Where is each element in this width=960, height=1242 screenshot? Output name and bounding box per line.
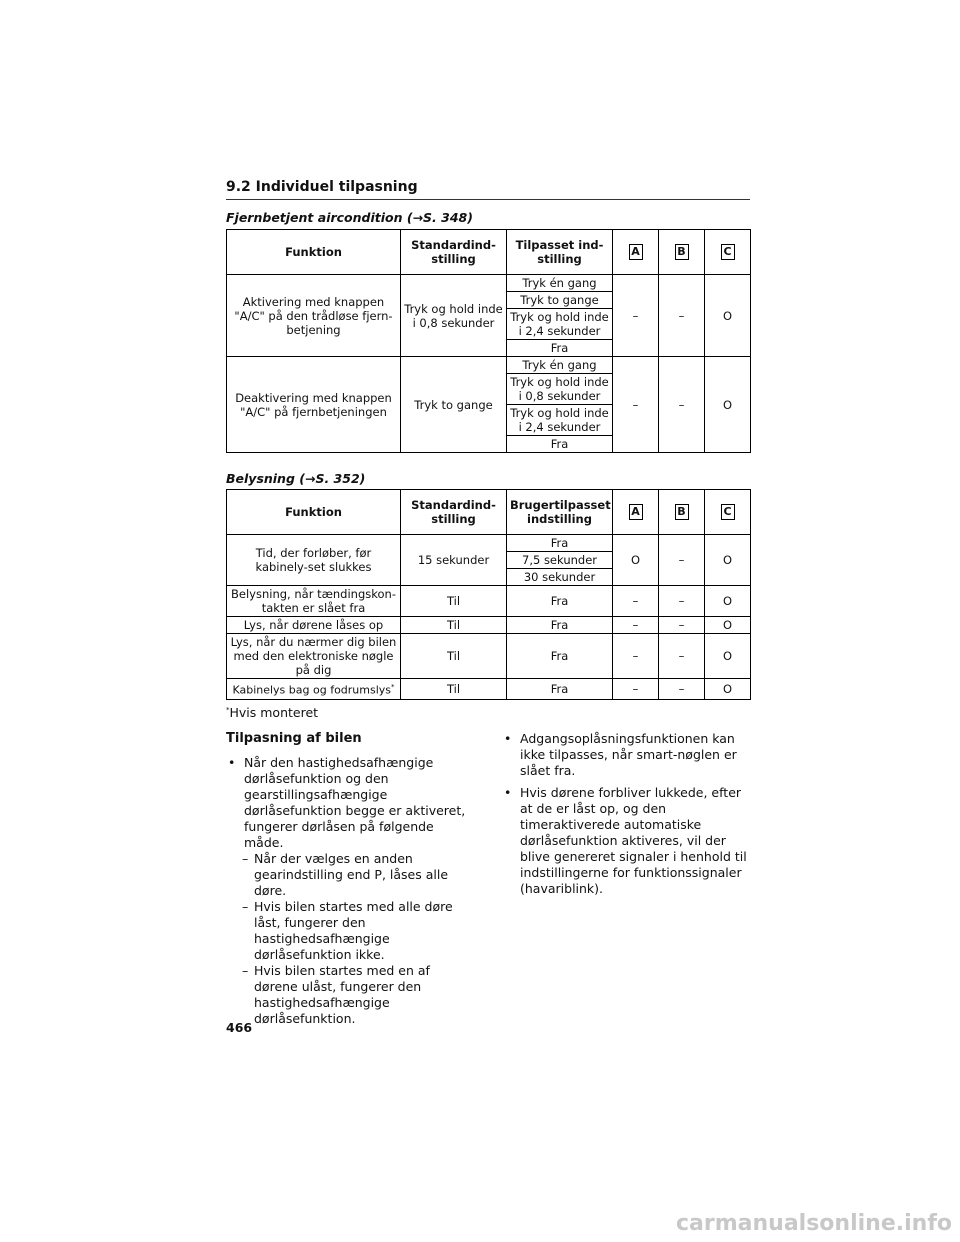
table-cell-b: – [659,586,705,617]
header-tilpasset: Tilpasset ind- stilling [507,230,613,275]
table-cell-option: Fra [507,436,613,453]
table-cell-b: – [659,617,705,634]
table-cell-funktion: Lys, når du nærmer dig bilen med den elektroniske nøgle på dig [227,634,401,679]
table2-title: Belysning (→S. 352) [226,471,366,486]
header-tilpasset: Brugertilpasset indstilling [507,490,613,535]
left-bullet: • Når den hastighedsafhængige dørlåsefunktion og den gearstillingsafhængige dørlåsefunktion begge er aktiveret, fungerer dørlåsen på følgende måde. [226,755,472,851]
right-bullet: • Hvis dørene forbliver lukkede, efter at de er låst op, og den timeraktiverede automatiske dørlåsefunktion aktiveres, vil der blive genereret signaler i henhold til indstillingerne for funktionssignaler (havariblink). [502,785,750,897]
watermark: carmanualsonline.info [676,1211,952,1236]
footnote-text: Hvis monteret [229,705,319,720]
table-cell-option: 7,5 sekunder [507,552,613,569]
dash-item: – Hvis bilen startes med en af dørene ulåst, fungerer den hastighedsafhængige dørlåsefunktion. [226,963,472,1027]
table-cell-option: Tryk og hold inde i 2,4 sekunder [507,309,613,340]
table-cell-standard: Tryk to gange [401,357,507,453]
table-cell-a: – [613,679,659,700]
table-cell-a: – [613,357,659,453]
table-cell-a: – [613,634,659,679]
table-cell-funktion [227,679,401,700]
table-cell-standard: Til [401,634,507,679]
table-cell-option: Tryk to gange [507,292,613,309]
table-cell-option: Fra [507,586,613,617]
letter-c-icon: C [721,244,735,260]
table-cell-c: O [705,679,751,700]
letter-a-icon: A [629,244,643,260]
table-cell-option: Fra [507,340,613,357]
table-cell-standard: Til [401,679,507,700]
table-remote-ac [226,229,751,453]
table-cell-standard: 15 sekunder [401,535,507,586]
dash-item: – Hvis bilen startes med alle døre låst, fungerer den hastighedsafhængige dørlåsefunktion ikke. [226,899,472,963]
table-cell-b: – [659,535,705,586]
table-cell-c: O [705,275,751,357]
header-standard: Standardind- stilling [401,490,507,535]
table-cell-b: – [659,634,705,679]
table-cell-b: – [659,679,705,700]
footnote [226,705,318,720]
table-cell-b: – [659,357,705,453]
table-cell-funktion: Aktivering med knappen "A/C" på den trådløse fjern-betjening [227,275,401,357]
left-column [226,731,472,1027]
header-standard: Standardind- stilling [401,230,507,275]
table-cell-c: O [705,586,751,617]
table-cell-b: – [659,275,705,357]
page-number: 466 [226,1020,253,1035]
asterisk-mark: * [391,683,395,691]
table-cell-a: O [613,535,659,586]
table-cell-option: Tryk én gang [507,357,613,374]
table-cell-c: O [705,617,751,634]
table-cell-standard: Til [401,617,507,634]
table-cell-funktion-text: Kabinelys bag og fodrumslys [232,683,392,697]
section-heading: 9.2 Individuel tilpasning [226,179,750,200]
letter-b-icon: B [675,504,689,520]
table-cell-funktion: Tid, der forløber, før kabinely-set slukkes [227,535,401,586]
table-cell-c: O [705,535,751,586]
table-cell-c: O [705,357,751,453]
footnote-mark: * [226,705,230,714]
left-heading: Tilpasning af bilen [226,731,362,746]
table-cell-funktion: Deaktivering med knappen "A/C" på fjernbetjeningen [227,357,401,453]
table-cell-option: Fra [507,617,613,634]
dash-item: – Når der vælges en anden gearindstilling end P, låses alle døre. [226,851,472,899]
right-column [502,731,750,903]
table1-title: Fjernbetjent aircondition (→S. 348) [226,210,473,225]
header-funktion: Funktion [227,230,401,275]
table-cell-standard: Tryk og hold inde i 0,8 sekunder [401,275,507,357]
table-cell-option: 30 sekunder [507,569,613,586]
table-cell-option: Tryk og hold inde i 0,8 sekunder [507,374,613,405]
table-cell-funktion: Belysning, når tændingskon-takten er slået fra [227,586,401,617]
table-cell-standard: Til [401,586,507,617]
table-cell-funktion: Lys, når dørene låses op [227,617,401,634]
table-cell-a: – [613,275,659,357]
table-cell-option: Fra [507,634,613,679]
letter-a-icon: A [629,504,643,520]
table-cell-option: Fra [507,535,613,552]
table-cell-option: Fra [507,679,613,700]
right-bullet: • Adgangsoplåsningsfunktionen kan ikke tilpasses, når smart-nøglen er slået fra. [502,731,750,779]
table-cell-a: – [613,617,659,634]
table-cell-c: O [705,634,751,679]
letter-c-icon: C [721,504,735,520]
table-cell-option: Tryk og hold inde i 2,4 sekunder [507,405,613,436]
table-cell-option: Tryk én gang [507,275,613,292]
letter-b-icon: B [675,244,689,260]
table-belysning [226,489,751,700]
table-cell-a: – [613,586,659,617]
header-funktion: Funktion [227,490,401,535]
